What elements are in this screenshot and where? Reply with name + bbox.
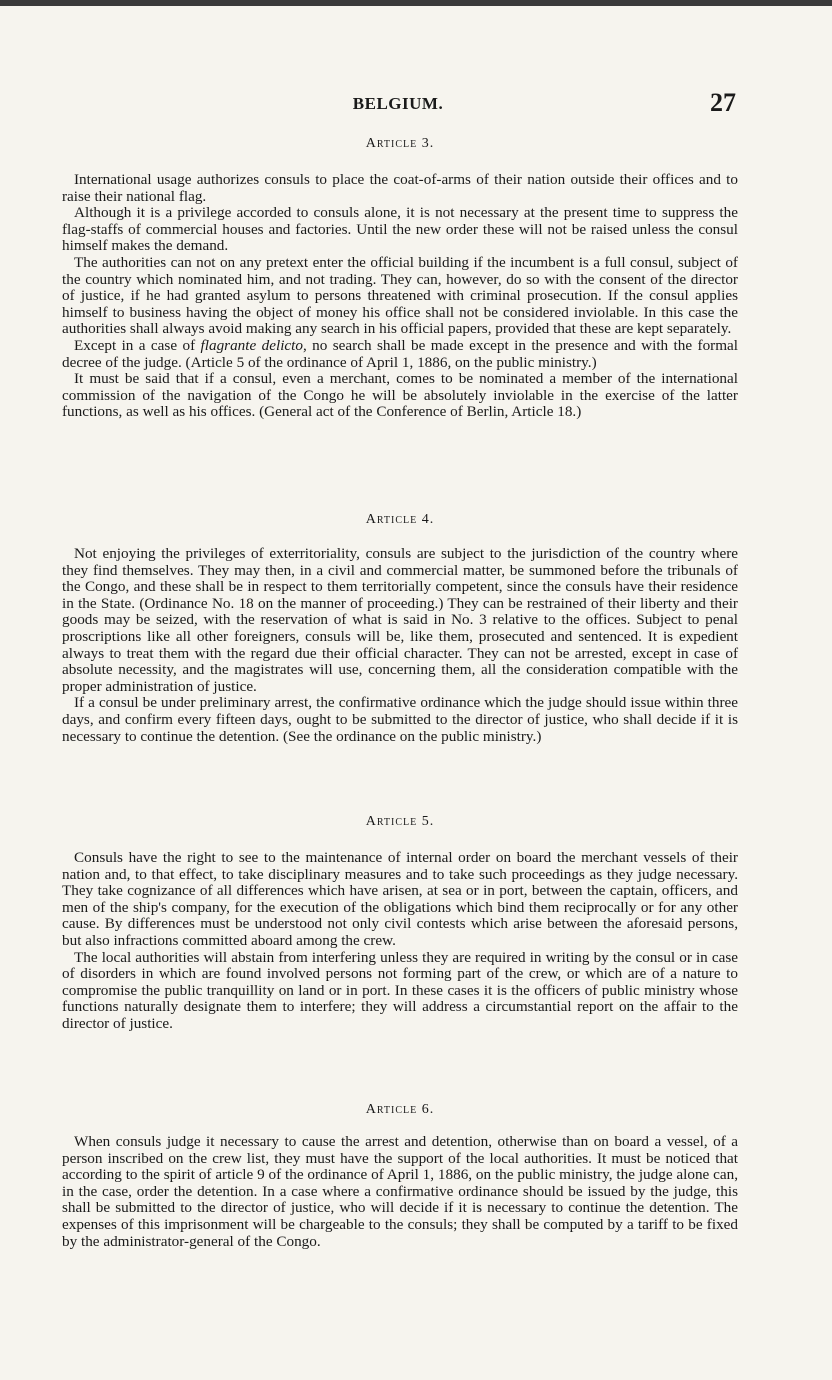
article-5-paragraph-1: Consuls have the right to see to the maintenance of internal order on board the merchant vessels of their nation and, to that effect, to take disciplinary measures and to take such proceedings as they judge necessary. They take cognizance of all differences which have arisen, at sea or in port, between the captain, officers, and men of the ship's company, for the execution of the obligations which bind them reciprocally or for any other cause. By differences must be understood not only civil contests which arise between the aforesaid persons, but also infractions committed aboard among the crew. bbox=[62, 849, 738, 949]
article-3-paragraph-3: The authorities can not on any pretext enter the official building if the incumbent is a full consul, subject of the country which nominated him, and not trading. They can, however, do so with the consent of the director of justice, if he had granted asylum to persons threatened with criminal prosecution. If the consul applies himself to business having the object of money his office shall not be considered inviolable. In this case the authorities shall always avoid making any search in his official papers, provided that these are kept separately. bbox=[62, 253, 738, 338]
article-3-paragraph-2: Although it is a privilege accorded to consuls alone, it is not necessary at the present time to suppress the flag-staffs of commercial houses and factories. Until the new order these will not be raised unless the consul himself makes the demand. bbox=[62, 204, 738, 255]
running-head: BELGIUM. bbox=[352, 94, 444, 113]
page-number: 27 bbox=[710, 88, 736, 117]
article-5-paragraph-2: The local authorities will abstain from interfering unless they are required in writing by the consul or in case of disorders in which are found involved persons not forming part of the crew, or which are of a nature to compromise the public tranquillity on land or in port. In these cases it is the officers of public ministry whose functions naturally designate them to interfere; they will address a circumstantial report on the affair to the director of justice. bbox=[62, 948, 738, 1032]
article-6-body bbox=[62, 1134, 738, 1250]
article-6-paragraph-1: When consuls judge it necessary to cause the arrest and detention, otherwise than on board a vessel, of a person inscribed on the crew list, they must have the support of the local authorities. It must be noticed that according to the spirit of article 9 of the ordinance of April 1, 1886, on the public ministry, the judge alone can, in the case, order the detention. In a case where a confirmative ordinance should be issued by the judge, this shall be submitted to the director of justice, who will decide if it is necessary to continue the detention. The expenses of this imprisonment will be chargeable to the consuls; they shall be computed by a tariff to be fixed by the administrator-general of the Congo. bbox=[62, 1133, 738, 1250]
latin-phrase: flagrante delicto bbox=[200, 336, 303, 354]
page-header bbox=[62, 88, 734, 122]
article-3-paragraph-5: It must be said that if a consul, even a merchant, comes to be nominated a member of the international commission of the navigation of the Congo he will be absolutely inviolable in the exercise of the latter functions, as well as his offices. (General act of the Conference of Berlin, Article 18.) bbox=[62, 370, 738, 421]
article-5-heading: Article 5. bbox=[365, 814, 435, 829]
article-3-body bbox=[62, 172, 738, 421]
top-border bbox=[0, 0, 832, 6]
article-6-heading: Article 6. bbox=[365, 1102, 435, 1117]
article-4-paragraph-1: Not enjoying the privileges of exterritoriality, consuls are subject to the jurisdiction of the country where they find themselves. They may then, in a civil and commercial matter, be summoned before the tribunals of the Congo, and these shall be in respect to them territorially competent, since the consuls have their residence in the State. (Ordinance No. 18 on the manner of proceeding.) They can be restrained of their liberty and their goods may be seized, with the reservation of what is said in No. 3 relative to the offices. Subject to penal proscriptions like all other foreigners, consuls will be, like them, prosecuted and sentenced. It is expedient always to treat them with the regard due their official character. They can not be arrested, except in case of absolute necessity, and the magistrates will use, concerning them, all the consideration compatible with the proper administration of justice. bbox=[62, 545, 738, 695]
article-5-body bbox=[62, 850, 738, 1033]
article-3-paragraph-1: International usage authorizes consuls to place the coat-of-arms of their nation outside their offices and to raise their national flag. bbox=[62, 171, 738, 205]
article-4-heading: Article 4. bbox=[365, 512, 435, 527]
article-3-paragraph-4: Except in a case of flagrante delicto, no search shall be made except in the presence and with the formal decree of the judge. (Article 5 of the ordinance of April 1, 1886, on the public ministry.) bbox=[62, 336, 738, 371]
article-4-paragraph-2: If a consul be under preliminary arrest, the confirmative ordinance which the judge should issue within three days, and confirm every fifteen days, ought to be submitted to the director of justice, who shall decide if it is necessary to continue the detention. (See the ordinance on the public ministry.) bbox=[62, 694, 738, 745]
article-4-body bbox=[62, 546, 738, 745]
article-3-heading: Article 3. bbox=[365, 136, 435, 151]
